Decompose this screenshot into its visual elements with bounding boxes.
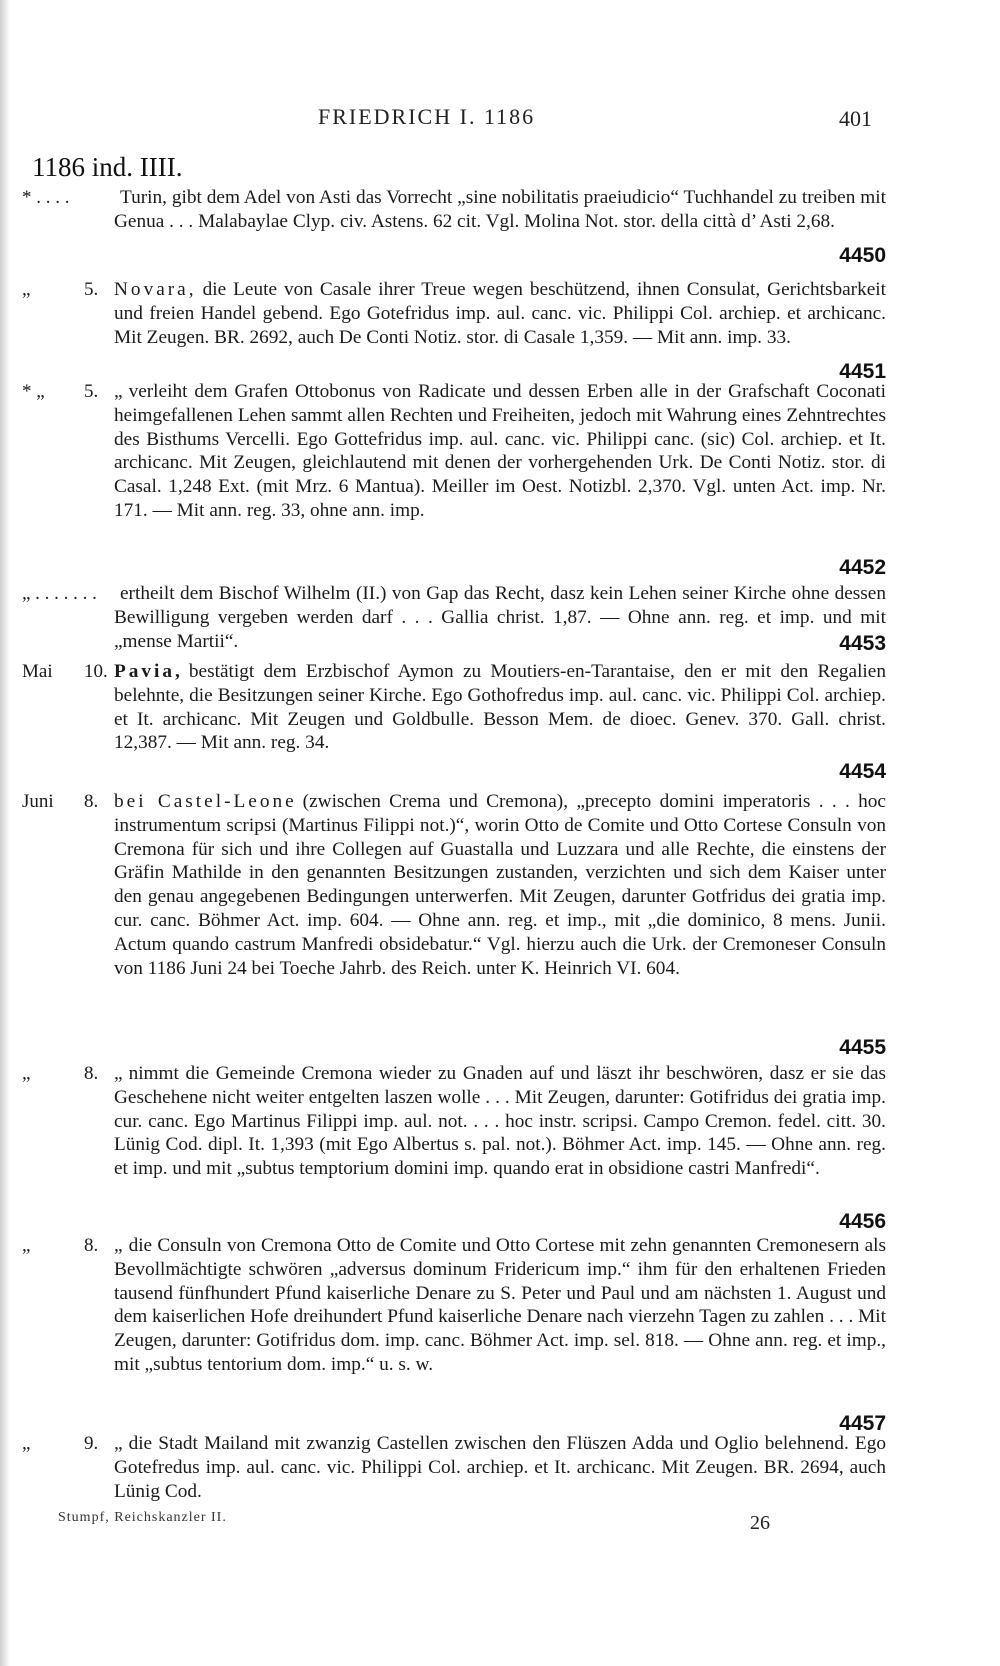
regest-number: 4452 [839, 556, 886, 579]
entry-text: die Leute von Casale ihrer Treue wegen beschützend, ihnen Consulat, Gerichtsbarkeit und freien Handel gebend. Ego Gotefridus imp. aul. canc. vic. Philippi Col. archiep. et archicanc. Mit Zeugen. BR. 2692, auch De Conti Notiz. stor. di Casale 1,359. — Mit ann. imp. 33. [114, 279, 886, 348]
entry-text-block [114, 380, 886, 523]
entry-date [22, 278, 110, 302]
entry-place: „ [114, 1235, 123, 1256]
entry-place: „ [114, 1433, 123, 1454]
entry-day: 5. [84, 381, 99, 402]
entry-place: „ [114, 381, 123, 402]
entry-text-block [114, 1062, 886, 1181]
entry-text-block [114, 790, 886, 980]
entry-text: ertheilt dem Bischof Wilhelm (II.) von Gap das Recht, dasz kein Lehen seiner Kirche ohne dessen Bewilligung vergeben werden darf . . . Gallia christ. 1,87. — Ohne ann. reg. et imp. und mit „mense Martii“. [114, 583, 886, 652]
entry-date [22, 1062, 110, 1086]
entry-text-block [114, 1234, 886, 1377]
entry-date [22, 380, 110, 404]
signature-line: Stumpf, Reichskanzler II. [58, 1510, 227, 1525]
entry-text-block [114, 582, 886, 653]
entry-marker: Mai [22, 661, 53, 682]
entry-text-block [114, 660, 886, 755]
entry-place: Novara, [114, 279, 197, 300]
entry-text: Turin, gibt dem Adel von Asti das Vorrecht „sine nobilitatis praeiudicio“ Tuchhandel zu treiben mit Genua . . . Malabaylae Clyp. civ. Astens. 62 cit. Vgl. Molina Not. stor. della città d’ Asti 2,68. [114, 187, 886, 232]
regest-number: 4454 [839, 760, 886, 783]
entry-place: bei Castel-Leone [114, 791, 297, 812]
entry-text: bestätigt dem Erzbischof Aymon zu Moutiers-en-Tarantaise, den er mit den Regalien belehnte, die Besitzungen seiner Kirche. Ego Gothofredus imp. aul. canc. vic. Philippi Col. archiep. et It. archicanc. Mit Zeugen und Goldbulle. Besson Mem. de dioec. Genev. 370. Gall. christ. 12,387. — Mit ann. reg. 34. [114, 661, 886, 754]
entry-marker: „ [22, 1433, 31, 1454]
entry-day: 10. [84, 661, 108, 682]
regest-number: 4453 [839, 632, 886, 655]
entry-text-block [114, 278, 886, 349]
entry-text: nimmt die Gemeinde Cremona wieder zu Gnaden auf und läszt ihr beschwören, dasz er sie das Geschehene nicht weiter entgelten laszen wolle . . . Mit Zeugen, darunter: Gotifridus dei gratia imp. cur. canc. Ego Martinus Filippi imp. aul. not. . . . hoc instr. scripsi. Campo Cremon. fedel. citt. 30. Lünig Cod. dipl. It. 1,393 (mit Ego Albertus s. pal. not.). Böhmer Act. imp. 145. — Ohne ann. reg. et imp. und mit „subtus temptorium domini imp. quando erat in obsidione castri Manfredi“. [114, 1063, 886, 1180]
entry-place: Pavia, [114, 661, 183, 682]
entry-marker: „ [22, 1235, 31, 1256]
signature-number: 26 [750, 1512, 770, 1534]
entry-marker: „ [22, 279, 31, 300]
entry-text: die Consuln von Cremona Otto de Comite und Otto Cortese mit zehn genannten Cremonesern als Bevollmächtigte schwören „adversus dominum Fridericum imp.“ ihm für den erhaltenen Frieden tausend fünfhundert Pfund kaiserliche Denare zu S. Peter und Paul und am nächsten 1. August und dem kaiserlichen Hofe dreihundert Pfund kaiserliche Denare nach vierzehn Tagen zu zahlen . . . Mit Zeugen, darunter: Gotifridus dom. imp. canc. Böhmer Act. imp. sel. 818. — Ohne ann. reg. et imp., mit „subtus tentorium dom. imp.“ u. s. w. [114, 1235, 886, 1375]
entry-text: die Stadt Mailand mit zwanzig Castellen zwischen den Flüszen Adda und Oglio belehnend. Ego Gotefredus imp. aul. canc. vic. Philippi Col. archiep. et It. archicanc. Mit Zeugen. BR. 2694, auch Lünig Cod. [114, 1433, 886, 1502]
regest-number: 4456 [839, 1210, 886, 1233]
regest-number: 4451 [839, 360, 886, 383]
entry-marker: „ . . . . . . . [22, 583, 97, 604]
entry-day: 5. [84, 279, 99, 300]
entry-date [22, 1234, 110, 1258]
year-heading: 1186 ind. IIII. [32, 152, 183, 182]
page-edge-shadow [0, 0, 10, 1666]
entry-date [22, 186, 110, 210]
running-title: FRIEDRICH I. 1186 [318, 104, 536, 129]
regest-number: 4450 [839, 244, 886, 267]
entry-date [22, 1432, 110, 1456]
entry-place: „ [114, 1063, 123, 1084]
entry-text: verleiht dem Grafen Ottobonus von Radicate und dessen Erben alle in der Grafschaft Coconati heimgefallenen Lehen sammt allen Rechten und Freiheiten, jedoch mit Wahrung eines Zehntrechtes des Bisthums Vercelli. Ego Gottefridus imp. aul. canc. vic. Philippi canc. (sic) Col. archiep. et It. archicanc. Mit Zeugen, gleichlautend mit denen der vorhergehenden Urk. De Conti Notiz. stor. di Casal. 1,248 Ext. (mit Mrz. 6 Mantua). Meiller im Oest. Notizbl. 2,370. Vgl. unten Act. imp. Nr. 171. — Mit ann. reg. 33, ohne ann. imp. [114, 381, 886, 521]
entry-text-block [114, 1432, 886, 1503]
entry-date [22, 790, 110, 814]
entry-marker: * . . . . [22, 187, 70, 208]
entry-date [22, 660, 110, 684]
entry-day: 8. [84, 1063, 99, 1084]
entry-marker: Juni [22, 791, 54, 812]
entry-day: 8. [84, 791, 99, 812]
page-number: 401 [839, 106, 872, 131]
entry-text: (zwischen Crema und Cremona), „precepto domini imperatoris . . . hoc instrumentum scripsi (Martinus Filippi not.)“, worin Otto de Comite und Otto Cortese Consuln von Cremona für sich und ihre Collegen auf Guastalla und Luzzara und alle Rechte, die einstens der Gräfin Mathilde in den genannten Besitzungen zustanden, verzichten und sich dem Kaiser unter den genau angegebenen Bedingungen unterwerfen. Mit Zeugen, darunter Gotfridus dei gratia imp. cur. canc. Böhmer Act. imp. 604. — Ohne ann. reg. et imp., mit „die dominico, 8 mens. Junii. Actum quando castrum Manfredi obsidebatur.“ Vgl. hierzu auch die Urk. der Cremoneser Consuln von 1186 Juni 24 bei Toeche Jahrb. des Reich. unter K. Heinrich VI. 604. [114, 791, 886, 979]
entry-day: 8. [84, 1235, 99, 1256]
regest-number: 4457 [839, 1412, 886, 1435]
regest-number: 4455 [839, 1036, 886, 1059]
entry-text-block [114, 186, 886, 262]
entry-day: 9. [84, 1433, 99, 1454]
entry-date [22, 582, 110, 606]
entry-marker: „ [22, 1063, 31, 1084]
entry-marker: * „ [22, 381, 45, 402]
